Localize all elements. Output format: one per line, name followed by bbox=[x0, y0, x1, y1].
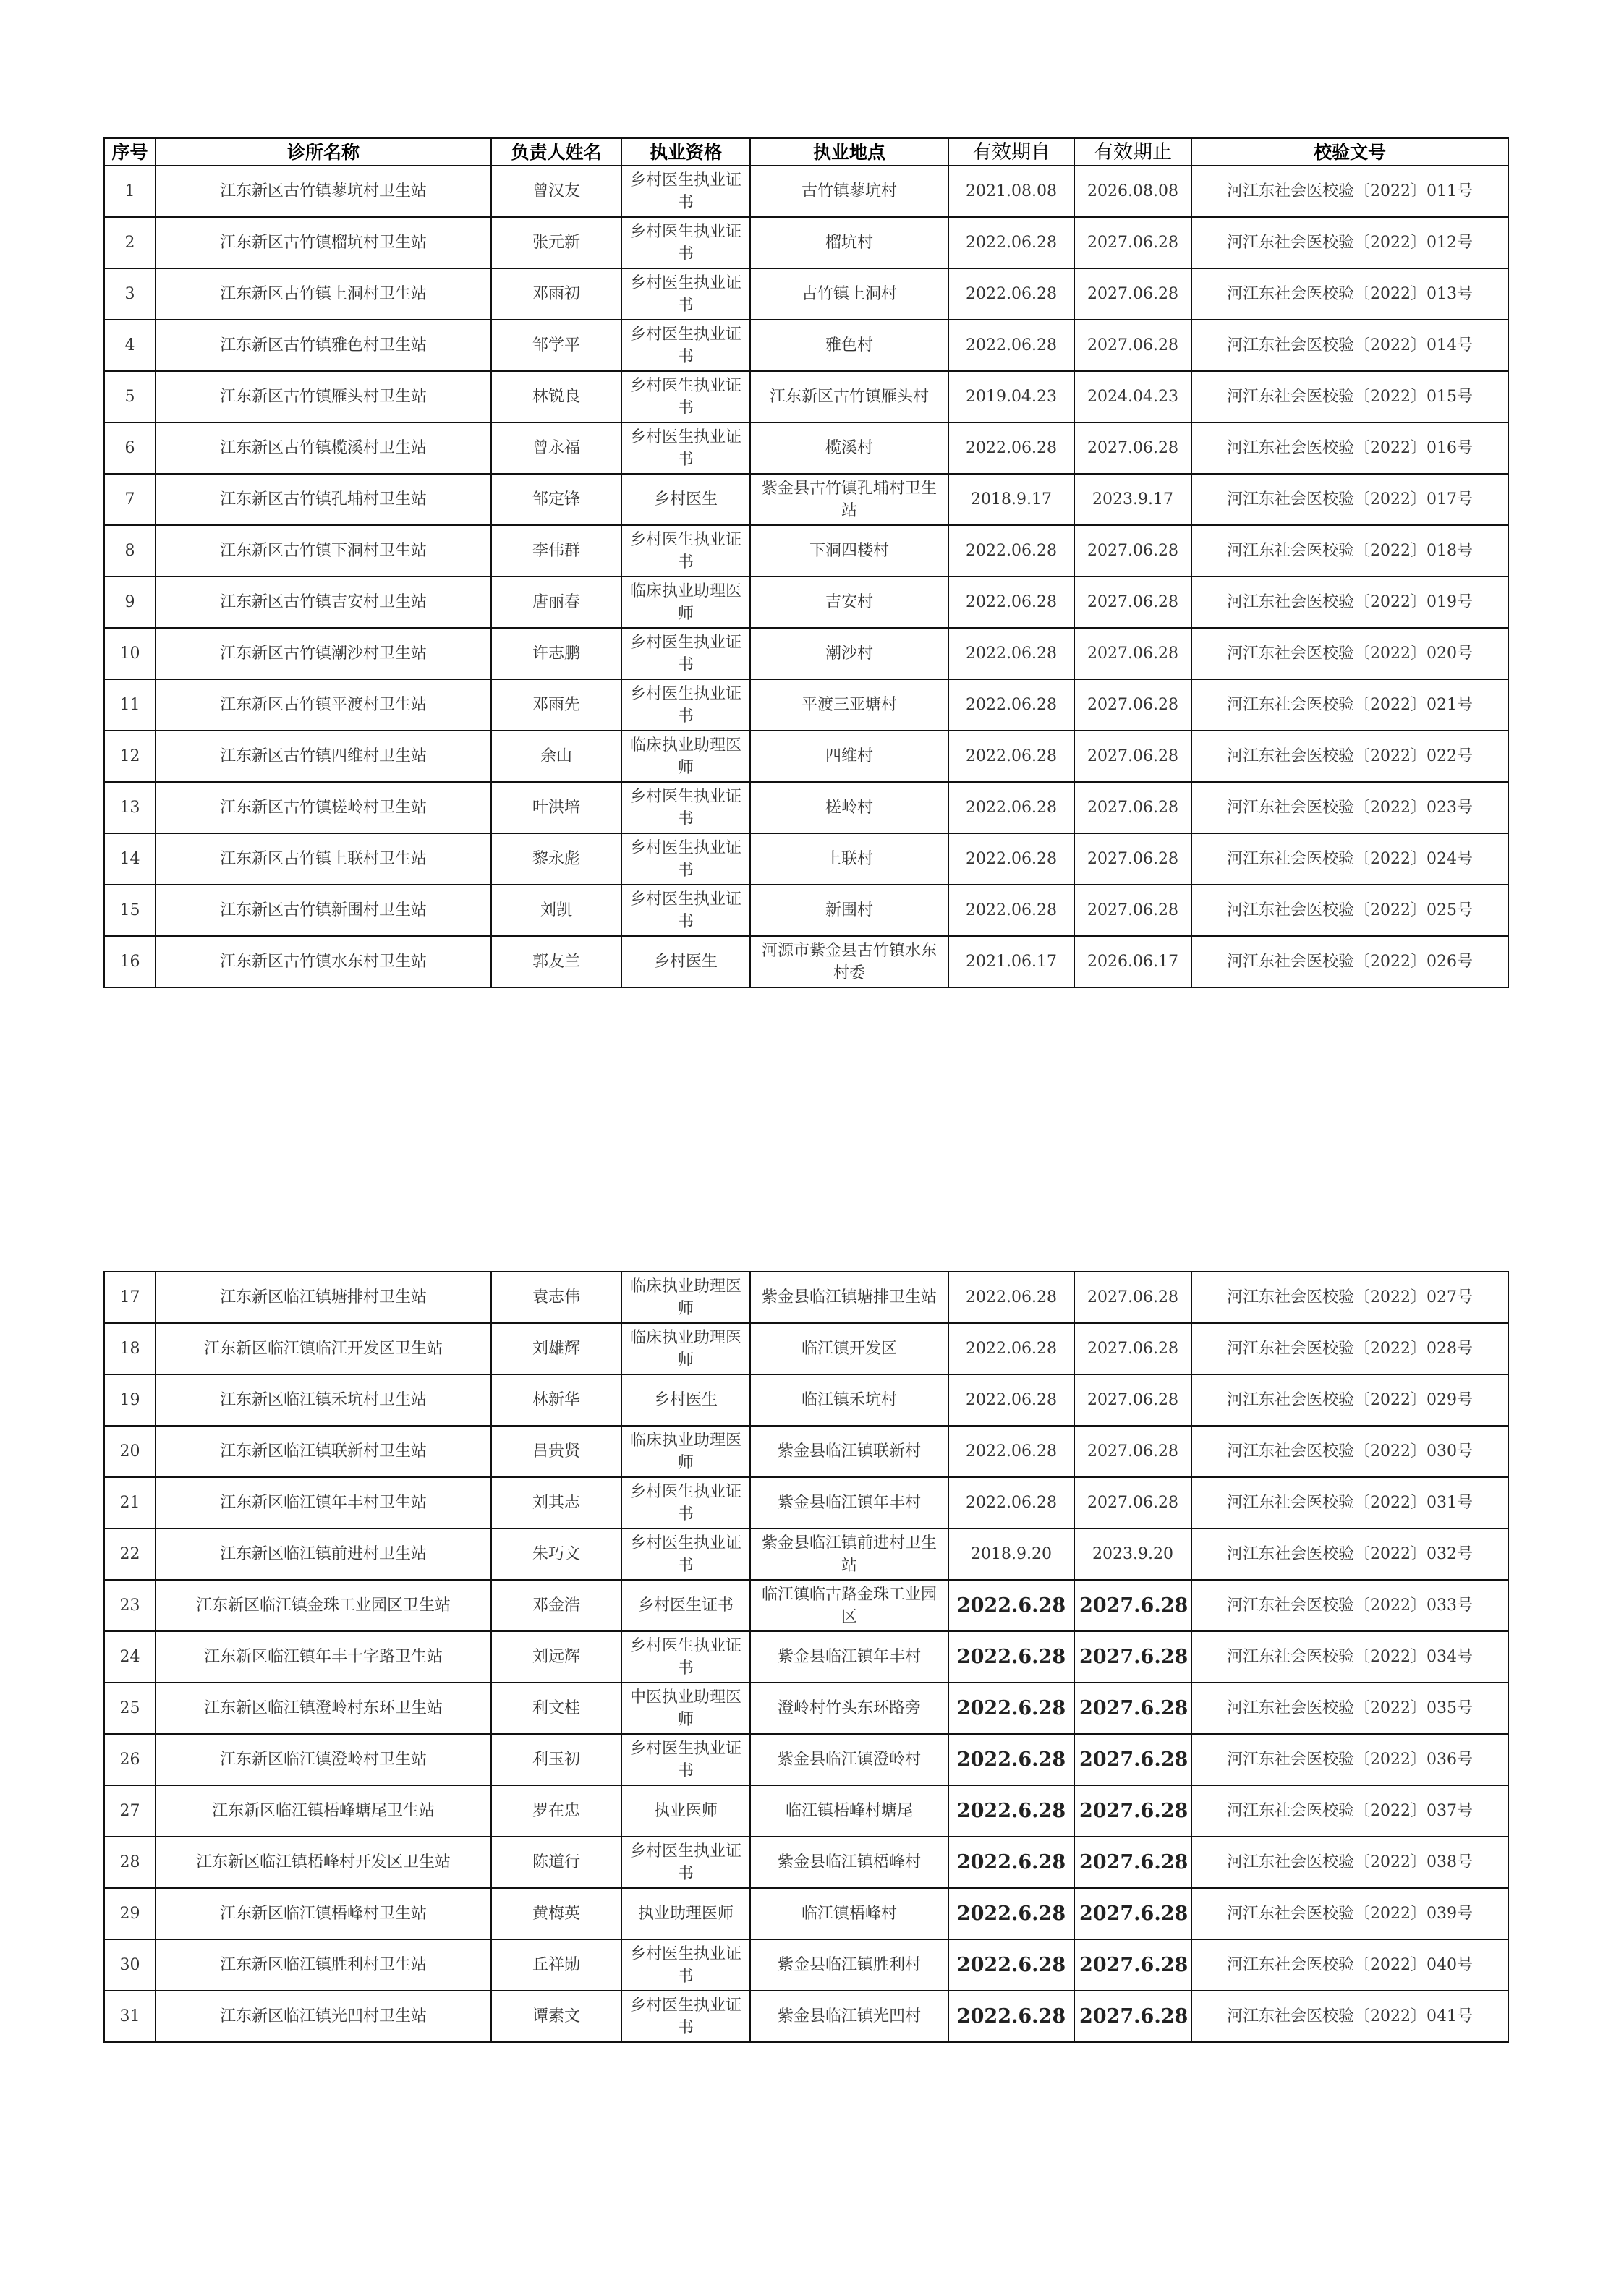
table-row bbox=[104, 474, 1508, 525]
cell-serial-no: 17 bbox=[104, 1272, 156, 1323]
cell-valid-to: 2027.06.28 bbox=[1074, 628, 1191, 679]
cell-valid-to: 2027.06.28 bbox=[1074, 268, 1191, 320]
cell-clinic-name: 江东新区临江镇临江开发区卫生站 bbox=[156, 1323, 491, 1374]
cell-verification-doc-no: 河江东社会医校验〔2022〕017号 bbox=[1191, 474, 1508, 525]
cell-verification-doc-no: 河江东社会医校验〔2022〕030号 bbox=[1191, 1426, 1508, 1477]
clinic-roster-table-page1 bbox=[103, 137, 1509, 988]
cell-serial-no: 10 bbox=[104, 628, 156, 679]
cell-verification-doc-no: 河江东社会医校验〔2022〕015号 bbox=[1191, 371, 1508, 422]
cell-practice-location: 河源市紫金县古竹镇水东村委 bbox=[750, 936, 948, 987]
cell-valid-from: 2022.06.28 bbox=[948, 885, 1074, 936]
table-row bbox=[104, 1528, 1508, 1580]
cell-verification-doc-no: 河江东社会医校验〔2022〕037号 bbox=[1191, 1785, 1508, 1837]
cell-person-in-charge: 黄梅英 bbox=[491, 1888, 621, 1939]
cell-clinic-name: 江东新区古竹镇潮沙村卫生站 bbox=[156, 628, 491, 679]
cell-verification-doc-no: 河江东社会医校验〔2022〕038号 bbox=[1191, 1837, 1508, 1888]
clinic-roster-table-page2 bbox=[103, 1271, 1509, 2043]
table-row bbox=[104, 217, 1508, 268]
table-row bbox=[104, 833, 1508, 885]
cell-practice-location: 四维村 bbox=[750, 731, 948, 782]
cell-valid-from: 2022.06.28 bbox=[948, 782, 1074, 833]
cell-practice-location: 紫金县临江镇梧峰村 bbox=[750, 1837, 948, 1888]
cell-serial-no: 12 bbox=[104, 731, 156, 782]
cell-valid-from: 2022.06.28 bbox=[948, 731, 1074, 782]
table-row bbox=[104, 1785, 1508, 1837]
cell-serial-no: 9 bbox=[104, 577, 156, 628]
cell-qualification: 临床执业助理医师 bbox=[621, 577, 750, 628]
cell-valid-to: 2026.08.08 bbox=[1074, 166, 1191, 217]
table-row bbox=[104, 1272, 1508, 1323]
cell-serial-no: 30 bbox=[104, 1939, 156, 1991]
cell-qualification: 乡村医生执业证书 bbox=[621, 782, 750, 833]
cell-person-in-charge: 邓雨先 bbox=[491, 679, 621, 731]
cell-valid-from: 2022.06.28 bbox=[948, 320, 1074, 371]
cell-clinic-name: 江东新区古竹镇孔埔村卫生站 bbox=[156, 474, 491, 525]
cell-person-in-charge: 余山 bbox=[491, 731, 621, 782]
cell-clinic-name: 江东新区临江镇禾坑村卫生站 bbox=[156, 1374, 491, 1426]
cell-valid-from: 2022.6.28 bbox=[948, 1683, 1074, 1734]
cell-valid-from: 2022.6.28 bbox=[948, 1939, 1074, 1991]
cell-person-in-charge: 曾汉友 bbox=[491, 166, 621, 217]
cell-valid-from: 2018.9.17 bbox=[948, 474, 1074, 525]
table-row bbox=[104, 782, 1508, 833]
cell-verification-doc-no: 河江东社会医校验〔2022〕039号 bbox=[1191, 1888, 1508, 1939]
table-body bbox=[104, 166, 1508, 987]
table-row bbox=[104, 1374, 1508, 1426]
cell-valid-to: 2027.06.28 bbox=[1074, 1426, 1191, 1477]
cell-practice-location: 紫金县临江镇联新村 bbox=[750, 1426, 948, 1477]
cell-verification-doc-no: 河江东社会医校验〔2022〕025号 bbox=[1191, 885, 1508, 936]
cell-valid-from: 2022.06.28 bbox=[948, 217, 1074, 268]
cell-person-in-charge: 邓金浩 bbox=[491, 1580, 621, 1631]
cell-verification-doc-no: 河江东社会医校验〔2022〕035号 bbox=[1191, 1683, 1508, 1734]
cell-clinic-name: 江东新区临江镇光凹村卫生站 bbox=[156, 1991, 491, 2042]
cell-serial-no: 11 bbox=[104, 679, 156, 731]
cell-serial-no: 28 bbox=[104, 1837, 156, 1888]
cell-valid-from: 2022.06.28 bbox=[948, 679, 1074, 731]
cell-practice-location: 紫金县临江镇年丰村 bbox=[750, 1631, 948, 1683]
table-row bbox=[104, 577, 1508, 628]
cell-qualification: 乡村医生执业证书 bbox=[621, 679, 750, 731]
table-body bbox=[104, 1272, 1508, 2042]
cell-verification-doc-no: 河江东社会医校验〔2022〕020号 bbox=[1191, 628, 1508, 679]
cell-valid-to: 2023.9.17 bbox=[1074, 474, 1191, 525]
header-valid-to: 有效期止 bbox=[1074, 138, 1191, 166]
cell-verification-doc-no: 河江东社会医校验〔2022〕024号 bbox=[1191, 833, 1508, 885]
table-row bbox=[104, 1734, 1508, 1785]
table-row bbox=[104, 1888, 1508, 1939]
cell-qualification: 乡村医生执业证书 bbox=[621, 885, 750, 936]
cell-valid-to: 2027.06.28 bbox=[1074, 1272, 1191, 1323]
cell-practice-location: 紫金县临江镇澄岭村 bbox=[750, 1734, 948, 1785]
cell-practice-location: 临江镇禾坑村 bbox=[750, 1374, 948, 1426]
cell-valid-from: 2022.6.28 bbox=[948, 1734, 1074, 1785]
table-row bbox=[104, 1323, 1508, 1374]
cell-qualification: 乡村医生 bbox=[621, 936, 750, 987]
cell-serial-no: 31 bbox=[104, 1991, 156, 2042]
cell-clinic-name: 江东新区临江镇联新村卫生站 bbox=[156, 1426, 491, 1477]
cell-qualification: 乡村医生证书 bbox=[621, 1580, 750, 1631]
cell-person-in-charge: 黎永彪 bbox=[491, 833, 621, 885]
cell-serial-no: 21 bbox=[104, 1477, 156, 1528]
cell-qualification: 乡村医生执业证书 bbox=[621, 320, 750, 371]
cell-qualification: 执业医师 bbox=[621, 1785, 750, 1837]
cell-valid-from: 2022.06.28 bbox=[948, 1272, 1074, 1323]
cell-clinic-name: 江东新区临江镇梧峰塘尾卫生站 bbox=[156, 1785, 491, 1837]
cell-valid-from: 2022.6.28 bbox=[948, 1785, 1074, 1837]
cell-valid-to: 2027.06.28 bbox=[1074, 782, 1191, 833]
table-row bbox=[104, 679, 1508, 731]
cell-practice-location: 榴坑村 bbox=[750, 217, 948, 268]
cell-verification-doc-no: 河江东社会医校验〔2022〕032号 bbox=[1191, 1528, 1508, 1580]
cell-valid-to: 2027.06.28 bbox=[1074, 1323, 1191, 1374]
cell-qualification: 中医执业助理医师 bbox=[621, 1683, 750, 1734]
cell-clinic-name: 江东新区临江镇澄岭村卫生站 bbox=[156, 1734, 491, 1785]
cell-person-in-charge: 刘凯 bbox=[491, 885, 621, 936]
cell-person-in-charge: 谭素文 bbox=[491, 1991, 621, 2042]
cell-valid-to: 2027.06.28 bbox=[1074, 833, 1191, 885]
cell-verification-doc-no: 河江东社会医校验〔2022〕040号 bbox=[1191, 1939, 1508, 1991]
cell-person-in-charge: 林新华 bbox=[491, 1374, 621, 1426]
table-row bbox=[104, 1837, 1508, 1888]
cell-valid-to: 2027.06.28 bbox=[1074, 679, 1191, 731]
cell-valid-to: 2027.06.28 bbox=[1074, 422, 1191, 474]
cell-serial-no: 2 bbox=[104, 217, 156, 268]
cell-person-in-charge: 刘其志 bbox=[491, 1477, 621, 1528]
cell-verification-doc-no: 河江东社会医校验〔2022〕014号 bbox=[1191, 320, 1508, 371]
cell-person-in-charge: 邹定锋 bbox=[491, 474, 621, 525]
cell-serial-no: 26 bbox=[104, 1734, 156, 1785]
cell-clinic-name: 江东新区临江镇梧峰村开发区卫生站 bbox=[156, 1837, 491, 1888]
cell-practice-location: 潮沙村 bbox=[750, 628, 948, 679]
cell-qualification: 乡村医生执业证书 bbox=[621, 628, 750, 679]
cell-valid-to: 2027.06.28 bbox=[1074, 217, 1191, 268]
cell-serial-no: 20 bbox=[104, 1426, 156, 1477]
cell-verification-doc-no: 河江东社会医校验〔2022〕041号 bbox=[1191, 1991, 1508, 2042]
cell-practice-location: 槎岭村 bbox=[750, 782, 948, 833]
cell-qualification: 乡村医生执业证书 bbox=[621, 1991, 750, 2042]
cell-clinic-name: 江东新区古竹镇新围村卫生站 bbox=[156, 885, 491, 936]
cell-clinic-name: 江东新区临江镇年丰十字路卫生站 bbox=[156, 1631, 491, 1683]
cell-clinic-name: 江东新区临江镇梧峰村卫生站 bbox=[156, 1888, 491, 1939]
table-row bbox=[104, 1631, 1508, 1683]
cell-valid-to: 2027.06.28 bbox=[1074, 885, 1191, 936]
cell-valid-from: 2022.6.28 bbox=[948, 1631, 1074, 1683]
cell-serial-no: 27 bbox=[104, 1785, 156, 1837]
cell-practice-location: 临江镇开发区 bbox=[750, 1323, 948, 1374]
cell-verification-doc-no: 河江东社会医校验〔2022〕023号 bbox=[1191, 782, 1508, 833]
cell-serial-no: 19 bbox=[104, 1374, 156, 1426]
cell-practice-location: 临江镇梧峰村塘尾 bbox=[750, 1785, 948, 1837]
header-serial-no: 序号 bbox=[104, 138, 156, 166]
cell-valid-to: 2027.6.28 bbox=[1074, 1734, 1191, 1785]
table-row bbox=[104, 320, 1508, 371]
cell-person-in-charge: 吕贵贤 bbox=[491, 1426, 621, 1477]
cell-verification-doc-no: 河江东社会医校验〔2022〕036号 bbox=[1191, 1734, 1508, 1785]
cell-valid-to: 2027.06.28 bbox=[1074, 1477, 1191, 1528]
header-person-in-charge: 负责人姓名 bbox=[491, 138, 621, 166]
cell-valid-from: 2022.06.28 bbox=[948, 833, 1074, 885]
cell-valid-to: 2027.06.28 bbox=[1074, 1374, 1191, 1426]
header-verification-doc-no: 校验文号 bbox=[1191, 138, 1508, 166]
cell-clinic-name: 江东新区临江镇澄岭村东环卫生站 bbox=[156, 1683, 491, 1734]
cell-practice-location: 古竹镇上洞村 bbox=[750, 268, 948, 320]
cell-practice-location: 江东新区古竹镇雁头村 bbox=[750, 371, 948, 422]
cell-person-in-charge: 林锐良 bbox=[491, 371, 621, 422]
cell-qualification: 乡村医生执业证书 bbox=[621, 1528, 750, 1580]
cell-valid-from: 2019.04.23 bbox=[948, 371, 1074, 422]
cell-person-in-charge: 袁志伟 bbox=[491, 1272, 621, 1323]
cell-clinic-name: 江东新区临江镇前进村卫生站 bbox=[156, 1528, 491, 1580]
table-row bbox=[104, 731, 1508, 782]
cell-valid-from: 2022.6.28 bbox=[948, 1837, 1074, 1888]
cell-valid-from: 2022.06.28 bbox=[948, 1374, 1074, 1426]
cell-valid-to: 2027.6.28 bbox=[1074, 1888, 1191, 1939]
cell-qualification: 执业助理医师 bbox=[621, 1888, 750, 1939]
cell-practice-location: 澄岭村竹头东环路旁 bbox=[750, 1683, 948, 1734]
cell-person-in-charge: 许志鹏 bbox=[491, 628, 621, 679]
cell-clinic-name: 江东新区古竹镇四维村卫生站 bbox=[156, 731, 491, 782]
table-row bbox=[104, 936, 1508, 987]
cell-valid-to: 2027.6.28 bbox=[1074, 1683, 1191, 1734]
cell-person-in-charge: 张元新 bbox=[491, 217, 621, 268]
cell-person-in-charge: 利玉初 bbox=[491, 1734, 621, 1785]
cell-qualification: 临床执业助理医师 bbox=[621, 1426, 750, 1477]
cell-verification-doc-no: 河江东社会医校验〔2022〕016号 bbox=[1191, 422, 1508, 474]
cell-valid-to: 2027.6.28 bbox=[1074, 1939, 1191, 1991]
cell-serial-no: 3 bbox=[104, 268, 156, 320]
cell-valid-from: 2021.06.17 bbox=[948, 936, 1074, 987]
header-practice-location: 执业地点 bbox=[750, 138, 948, 166]
cell-serial-no: 29 bbox=[104, 1888, 156, 1939]
cell-clinic-name: 江东新区古竹镇下洞村卫生站 bbox=[156, 525, 491, 577]
cell-verification-doc-no: 河江东社会医校验〔2022〕031号 bbox=[1191, 1477, 1508, 1528]
table-row bbox=[104, 1991, 1508, 2042]
cell-person-in-charge: 利文桂 bbox=[491, 1683, 621, 1734]
cell-verification-doc-no: 河江东社会医校验〔2022〕026号 bbox=[1191, 936, 1508, 987]
cell-practice-location: 紫金县临江镇塘排卫生站 bbox=[750, 1272, 948, 1323]
cell-serial-no: 1 bbox=[104, 166, 156, 217]
cell-valid-from: 2018.9.20 bbox=[948, 1528, 1074, 1580]
cell-valid-from: 2022.06.28 bbox=[948, 422, 1074, 474]
cell-verification-doc-no: 河江东社会医校验〔2022〕029号 bbox=[1191, 1374, 1508, 1426]
cell-valid-to: 2027.6.28 bbox=[1074, 1785, 1191, 1837]
cell-practice-location: 上联村 bbox=[750, 833, 948, 885]
cell-qualification: 临床执业助理医师 bbox=[621, 1323, 750, 1374]
header-clinic-name: 诊所名称 bbox=[156, 138, 491, 166]
cell-person-in-charge: 郭友兰 bbox=[491, 936, 621, 987]
cell-clinic-name: 江东新区古竹镇槎岭村卫生站 bbox=[156, 782, 491, 833]
cell-verification-doc-no: 河江东社会医校验〔2022〕027号 bbox=[1191, 1272, 1508, 1323]
cell-qualification: 乡村医生 bbox=[621, 474, 750, 525]
cell-valid-to: 2024.04.23 bbox=[1074, 371, 1191, 422]
cell-serial-no: 13 bbox=[104, 782, 156, 833]
cell-person-in-charge: 罗在忠 bbox=[491, 1785, 621, 1837]
cell-verification-doc-no: 河江东社会医校验〔2022〕028号 bbox=[1191, 1323, 1508, 1374]
cell-qualification: 乡村医生执业证书 bbox=[621, 268, 750, 320]
cell-valid-from: 2022.06.28 bbox=[948, 577, 1074, 628]
cell-person-in-charge: 邹学平 bbox=[491, 320, 621, 371]
cell-valid-from: 2022.6.28 bbox=[948, 1580, 1074, 1631]
table-row bbox=[104, 268, 1508, 320]
cell-serial-no: 15 bbox=[104, 885, 156, 936]
cell-valid-from: 2022.06.28 bbox=[948, 1323, 1074, 1374]
table-row bbox=[104, 1939, 1508, 1991]
cell-person-in-charge: 邓雨初 bbox=[491, 268, 621, 320]
table-header-row bbox=[104, 138, 1508, 166]
cell-person-in-charge: 李伟群 bbox=[491, 525, 621, 577]
cell-verification-doc-no: 河江东社会医校验〔2022〕012号 bbox=[1191, 217, 1508, 268]
header-valid-from: 有效期自 bbox=[948, 138, 1074, 166]
cell-practice-location: 紫金县临江镇胜利村 bbox=[750, 1939, 948, 1991]
cell-qualification: 乡村医生执业证书 bbox=[621, 371, 750, 422]
cell-serial-no: 7 bbox=[104, 474, 156, 525]
cell-serial-no: 4 bbox=[104, 320, 156, 371]
cell-verification-doc-no: 河江东社会医校验〔2022〕013号 bbox=[1191, 268, 1508, 320]
cell-verification-doc-no: 河江东社会医校验〔2022〕022号 bbox=[1191, 731, 1508, 782]
cell-valid-from: 2022.06.28 bbox=[948, 525, 1074, 577]
cell-verification-doc-no: 河江东社会医校验〔2022〕034号 bbox=[1191, 1631, 1508, 1683]
table-row bbox=[104, 1477, 1508, 1528]
cell-verification-doc-no: 河江东社会医校验〔2022〕033号 bbox=[1191, 1580, 1508, 1631]
cell-practice-location: 雅色村 bbox=[750, 320, 948, 371]
table-row bbox=[104, 525, 1508, 577]
cell-serial-no: 23 bbox=[104, 1580, 156, 1631]
cell-qualification: 乡村医生执业证书 bbox=[621, 1477, 750, 1528]
cell-practice-location: 下洞四楼村 bbox=[750, 525, 948, 577]
cell-person-in-charge: 朱巧文 bbox=[491, 1528, 621, 1580]
cell-practice-location: 新围村 bbox=[750, 885, 948, 936]
cell-person-in-charge: 丘祥勋 bbox=[491, 1939, 621, 1991]
cell-qualification: 乡村医生 bbox=[621, 1374, 750, 1426]
cell-verification-doc-no: 河江东社会医校验〔2022〕018号 bbox=[1191, 525, 1508, 577]
cell-serial-no: 8 bbox=[104, 525, 156, 577]
cell-valid-to: 2027.06.28 bbox=[1074, 525, 1191, 577]
cell-practice-location: 紫金县临江镇年丰村 bbox=[750, 1477, 948, 1528]
table-row bbox=[104, 1426, 1508, 1477]
table-row bbox=[104, 628, 1508, 679]
cell-person-in-charge: 刘雄辉 bbox=[491, 1323, 621, 1374]
cell-person-in-charge: 叶洪培 bbox=[491, 782, 621, 833]
cell-qualification: 乡村医生执业证书 bbox=[621, 217, 750, 268]
cell-practice-location: 古竹镇蓼坑村 bbox=[750, 166, 948, 217]
cell-valid-from: 2022.06.28 bbox=[948, 628, 1074, 679]
cell-practice-location: 吉安村 bbox=[750, 577, 948, 628]
cell-valid-to: 2027.6.28 bbox=[1074, 1991, 1191, 2042]
cell-practice-location: 紫金县临江镇光凹村 bbox=[750, 1991, 948, 2042]
cell-qualification: 乡村医生执业证书 bbox=[621, 833, 750, 885]
cell-valid-to: 2023.9.20 bbox=[1074, 1528, 1191, 1580]
cell-serial-no: 14 bbox=[104, 833, 156, 885]
cell-serial-no: 16 bbox=[104, 936, 156, 987]
cell-valid-from: 2022.6.28 bbox=[948, 1991, 1074, 2042]
cell-serial-no: 5 bbox=[104, 371, 156, 422]
header-qualification: 执业资格 bbox=[621, 138, 750, 166]
cell-clinic-name: 江东新区古竹镇雁头村卫生站 bbox=[156, 371, 491, 422]
cell-person-in-charge: 唐丽春 bbox=[491, 577, 621, 628]
cell-valid-from: 2021.08.08 bbox=[948, 166, 1074, 217]
cell-qualification: 临床执业助理医师 bbox=[621, 1272, 750, 1323]
cell-valid-to: 2027.6.28 bbox=[1074, 1580, 1191, 1631]
cell-practice-location: 平渡三亚塘村 bbox=[750, 679, 948, 731]
cell-clinic-name: 江东新区古竹镇榄溪村卫生站 bbox=[156, 422, 491, 474]
cell-clinic-name: 江东新区古竹镇上联村卫生站 bbox=[156, 833, 491, 885]
cell-serial-no: 22 bbox=[104, 1528, 156, 1580]
cell-valid-to: 2027.6.28 bbox=[1074, 1837, 1191, 1888]
cell-valid-from: 2022.06.28 bbox=[948, 1426, 1074, 1477]
cell-verification-doc-no: 河江东社会医校验〔2022〕011号 bbox=[1191, 166, 1508, 217]
cell-verification-doc-no: 河江东社会医校验〔2022〕021号 bbox=[1191, 679, 1508, 731]
cell-clinic-name: 江东新区古竹镇平渡村卫生站 bbox=[156, 679, 491, 731]
table-row bbox=[104, 1683, 1508, 1734]
cell-person-in-charge: 曾永福 bbox=[491, 422, 621, 474]
cell-serial-no: 24 bbox=[104, 1631, 156, 1683]
cell-qualification: 乡村医生执业证书 bbox=[621, 166, 750, 217]
cell-practice-location: 临江镇临古路金珠工业园区 bbox=[750, 1580, 948, 1631]
cell-clinic-name: 江东新区临江镇年丰村卫生站 bbox=[156, 1477, 491, 1528]
cell-practice-location: 临江镇梧峰村 bbox=[750, 1888, 948, 1939]
cell-qualification: 乡村医生执业证书 bbox=[621, 1939, 750, 1991]
cell-practice-location: 紫金县临江镇前进村卫生站 bbox=[750, 1528, 948, 1580]
table-row bbox=[104, 885, 1508, 936]
cell-qualification: 乡村医生执业证书 bbox=[621, 525, 750, 577]
cell-valid-to: 2027.06.28 bbox=[1074, 320, 1191, 371]
cell-serial-no: 6 bbox=[104, 422, 156, 474]
cell-qualification: 乡村医生执业证书 bbox=[621, 1837, 750, 1888]
table-row bbox=[104, 1580, 1508, 1631]
cell-clinic-name: 江东新区古竹镇吉安村卫生站 bbox=[156, 577, 491, 628]
table-row bbox=[104, 371, 1508, 422]
table-row bbox=[104, 166, 1508, 217]
cell-clinic-name: 江东新区临江镇金珠工业园区卫生站 bbox=[156, 1580, 491, 1631]
cell-valid-to: 2026.06.17 bbox=[1074, 936, 1191, 987]
cell-serial-no: 18 bbox=[104, 1323, 156, 1374]
cell-valid-to: 2027.06.28 bbox=[1074, 577, 1191, 628]
cell-clinic-name: 江东新区临江镇胜利村卫生站 bbox=[156, 1939, 491, 1991]
cell-qualification: 乡村医生执业证书 bbox=[621, 1734, 750, 1785]
cell-clinic-name: 江东新区古竹镇水东村卫生站 bbox=[156, 936, 491, 987]
cell-person-in-charge: 刘远辉 bbox=[491, 1631, 621, 1683]
cell-clinic-name: 江东新区古竹镇雅色村卫生站 bbox=[156, 320, 491, 371]
cell-practice-location: 紫金县古竹镇孔埔村卫生站 bbox=[750, 474, 948, 525]
cell-valid-to: 2027.06.28 bbox=[1074, 731, 1191, 782]
cell-qualification: 乡村医生执业证书 bbox=[621, 422, 750, 474]
cell-clinic-name: 江东新区古竹镇蓼坑村卫生站 bbox=[156, 166, 491, 217]
cell-qualification: 乡村医生执业证书 bbox=[621, 1631, 750, 1683]
cell-clinic-name: 江东新区古竹镇上洞村卫生站 bbox=[156, 268, 491, 320]
cell-clinic-name: 江东新区古竹镇榴坑村卫生站 bbox=[156, 217, 491, 268]
cell-qualification: 临床执业助理医师 bbox=[621, 731, 750, 782]
cell-valid-from: 2022.6.28 bbox=[948, 1888, 1074, 1939]
cell-valid-to: 2027.6.28 bbox=[1074, 1631, 1191, 1683]
cell-person-in-charge: 陈道行 bbox=[491, 1837, 621, 1888]
cell-valid-from: 2022.06.28 bbox=[948, 268, 1074, 320]
cell-clinic-name: 江东新区临江镇塘排村卫生站 bbox=[156, 1272, 491, 1323]
table-row bbox=[104, 422, 1508, 474]
cell-practice-location: 榄溪村 bbox=[750, 422, 948, 474]
cell-serial-no: 25 bbox=[104, 1683, 156, 1734]
cell-valid-from: 2022.06.28 bbox=[948, 1477, 1074, 1528]
cell-verification-doc-no: 河江东社会医校验〔2022〕019号 bbox=[1191, 577, 1508, 628]
